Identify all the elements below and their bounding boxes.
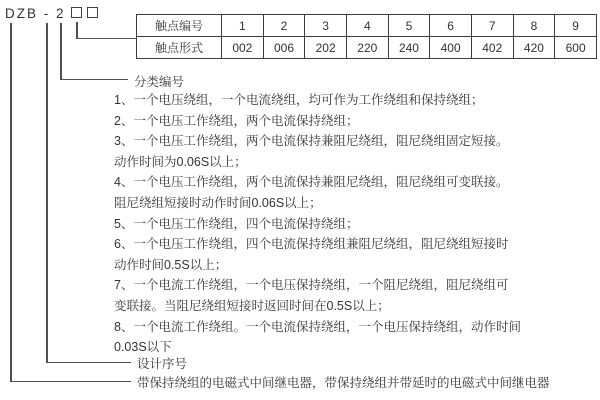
classification-line: 6、一个电压工作绕组，四个电流保持绕组兼阻尼绕组，阻尼绕组短接时 <box>114 237 509 252</box>
contact-form-cell: 006 <box>263 37 305 59</box>
leader-line-design-vertical <box>46 23 48 362</box>
contact-number-cell: 7 <box>471 15 513 37</box>
classification-label: 分类编号 <box>134 75 185 89</box>
contact-form-cell: 002 <box>222 37 264 59</box>
contact-number-cell: 9 <box>555 15 597 37</box>
relay-description: 带保持绕组的电磁式中间继电器，带保持绕组并带延时的电磁式中间继电器 <box>137 376 550 390</box>
contact-number-cell: 2 <box>263 15 305 37</box>
contact-form-cell: 420 <box>513 37 555 59</box>
contact-number-cell: 4 <box>346 15 388 37</box>
classification-list <box>114 90 521 358</box>
classification-line: 7、一个电流工作绕组，一个电压保持绕组，一个阻尼绕组，阻尼绕组可 <box>114 278 509 293</box>
model-code-prefix: DZB - 2 <box>5 6 66 21</box>
classification-line: 阻尼绕组短接时动作时间0.06S以上； <box>114 195 322 210</box>
contact-form-cell: 600 <box>555 37 597 59</box>
leader-line-classification-vertical <box>60 23 62 79</box>
placeholder-box-icon <box>87 7 98 18</box>
placeholder-box-icon <box>71 7 82 18</box>
contact-form-cell: 400 <box>430 37 472 59</box>
design-serial-label: 设计序号 <box>137 357 188 371</box>
contact-number-cell: 8 <box>513 15 555 37</box>
contact-number-label: 触点编号 <box>137 15 222 37</box>
leader-line-relay-vertical <box>10 23 12 382</box>
classification-line: 1、一个电压绕组，一个电流绕组，均可作为工作绕组和保持绕组； <box>114 93 484 107</box>
classification-line: 5、一个电压工作绕组，四个电流保持绕组； <box>114 216 359 231</box>
classification-line: 0.03S以下 <box>114 340 172 355</box>
contact-number-cell: 6 <box>430 15 472 37</box>
contact-form-row <box>137 37 597 59</box>
contact-form-label: 触点形式 <box>137 37 222 59</box>
classification-line: 3、一个电压工作绕组，两个电流保持兼阻尼绕组，阻尼绕组固定短接。 <box>114 134 509 149</box>
classification-line: 动作时间0.5S以上； <box>114 257 228 272</box>
contact-number-row <box>137 15 597 37</box>
leader-line-classification-horizontal <box>60 79 128 81</box>
contact-form-cell: 240 <box>388 37 430 59</box>
leader-line-relay-horizontal <box>10 381 131 383</box>
contact-number-cell: 5 <box>388 15 430 37</box>
classification-line: 8、一个电流工作绕组。一个电流保持绕组，一个电压保持绕组，动作时间 <box>114 319 521 334</box>
contact-form-cell: 402 <box>471 37 513 59</box>
classification-line: 变联接。当阻尼绕组短接时返回时间在0.5S以上； <box>114 298 390 313</box>
contact-form-table <box>136 14 597 59</box>
classification-line: 4、一个电压工作绕组，两个电流保持兼阻尼绕组，阻尼绕组可变联接。 <box>114 175 509 190</box>
classification-line: 2、一个电压工作绕组，两个电流保持绕组； <box>114 113 359 128</box>
leader-line-design-horizontal <box>46 362 131 364</box>
leader-line-table-horizontal <box>76 38 136 40</box>
classification-line: 动作时间为0.06S以上； <box>114 154 247 169</box>
contact-form-cell: 220 <box>346 37 388 59</box>
contact-form-cell: 202 <box>305 37 347 59</box>
model-code <box>5 6 98 21</box>
contact-number-cell: 3 <box>305 15 347 37</box>
leader-line-table-vertical <box>76 22 78 39</box>
contact-number-cell: 1 <box>222 15 264 37</box>
